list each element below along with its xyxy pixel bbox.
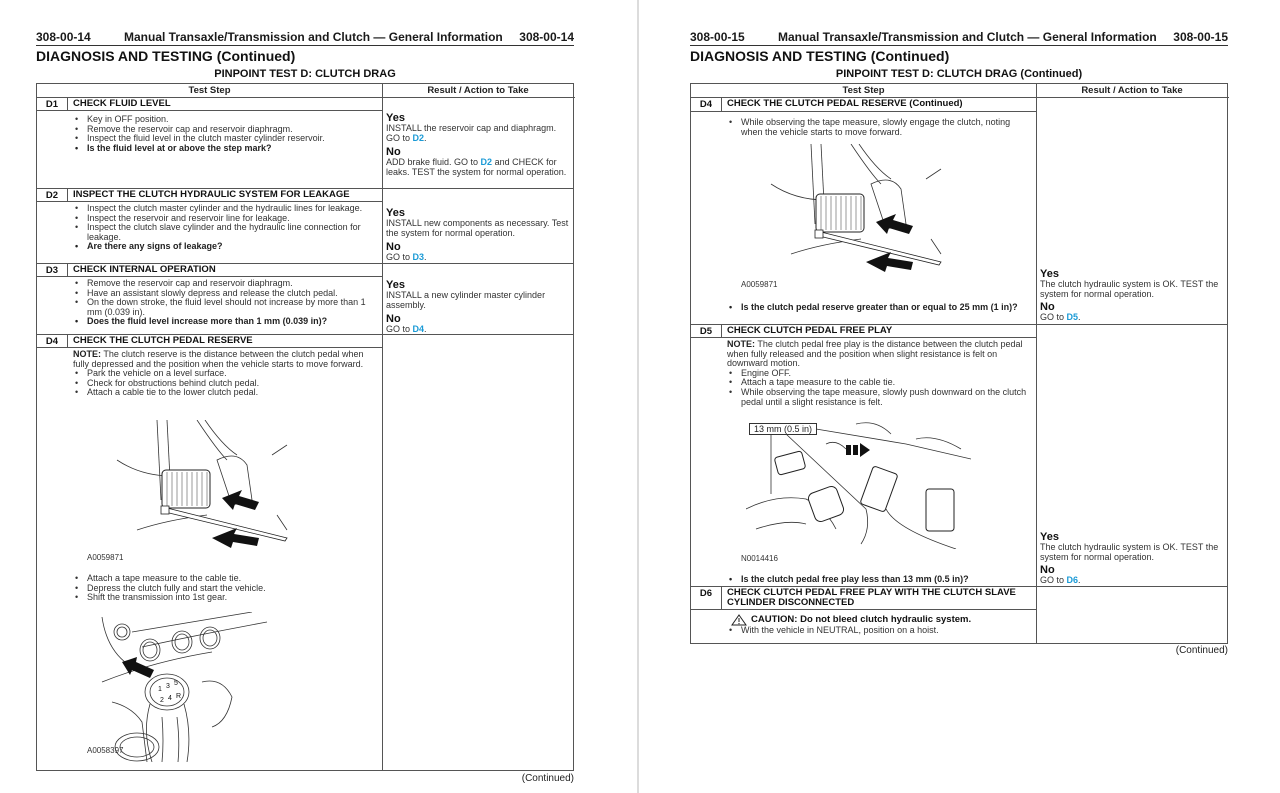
- step-header-d1: [37, 98, 382, 111]
- page-gutter-divider: [637, 0, 639, 793]
- pinpoint-table: [36, 83, 574, 771]
- list-item: • Inspect the clutch master cylinder and the hydraulic lines for leakage.: [73, 204, 377, 214]
- link-d2[interactable]: D2: [412, 132, 425, 143]
- step-header-d4: D4 CHECK THE CLUTCH PEDAL RESERVE: [37, 334, 382, 348]
- caution: CAUTION: Do not bleed clutch hydraulic system.: [727, 614, 1031, 626]
- step-header-d3: D3 CHECK INTERNAL OPERATION: [37, 263, 382, 277]
- running-head: [36, 30, 574, 46]
- free-play-figure: [746, 419, 971, 549]
- table-header: [37, 84, 575, 98]
- step-body-d5: [727, 340, 1031, 407]
- step-question: • Does the fluid level increase more than 1 mm (0.039 in)?: [73, 317, 377, 327]
- result-d3: Yes INSTALL a new cylinder master cylinder assembly. No GO to D4.: [386, 279, 546, 335]
- no-label: No: [386, 146, 401, 159]
- table-title: PINPOINT TEST D: CLUTCH DRAG: [214, 68, 396, 80]
- list-item: • Attach a tape measure to the cable tie.: [73, 574, 377, 584]
- list-item: • Shift the transmission into 1st gear.: [73, 593, 377, 603]
- list-item: • Remove the reservoir cap and reservoir diaphragm.: [73, 279, 377, 289]
- figure-label: A0058397: [87, 746, 124, 755]
- step-question: • Is the clutch pedal free play less than 13 mm (0.5 in)?: [727, 575, 1031, 585]
- step-body-d3: [73, 279, 377, 327]
- table-title: PINPOINT TEST D: CLUTCH DRAG (Continued): [835, 68, 1083, 80]
- yes-label: Yes: [386, 112, 405, 124]
- step-question: • Are there any signs of leakage?: [73, 242, 377, 252]
- step-title: CHECK FLUID LEVEL: [73, 98, 171, 109]
- list-item: • Remove the reservoir cap and reservoir diaphragm.: [73, 125, 377, 135]
- list-item: • Key in OFF position.: [73, 115, 377, 125]
- column-divider: [1036, 84, 1037, 643]
- step-question: • Is the clutch pedal reserve greater than or equal to 25 mm (1 in)?: [727, 303, 1031, 313]
- svg-text:2: 2: [160, 697, 164, 704]
- svg-text:R: R: [176, 693, 182, 700]
- result-d1: Yes INSTALL the reservoir cap and diaphragm. GO to D2. No ADD brake fluid. GO to D2 and CHECK for leaks. TEST the system for normal operation.: [386, 111, 572, 177]
- link-d3[interactable]: D3: [412, 252, 425, 263]
- step-body-d4: [73, 350, 377, 398]
- list-item: • Inspect the reservoir and reservoir line for leakage.: [73, 214, 377, 224]
- page-number: 308-00-15: [1173, 30, 1228, 44]
- section-title: DIAGNOSIS AND TESTING (Continued): [36, 48, 296, 64]
- link-d5[interactable]: D5: [1066, 312, 1079, 323]
- list-item: • Inspect the clutch slave cylinder and the hydraulic line connection for leakage.: [73, 223, 377, 242]
- column-divider: [382, 84, 383, 770]
- step-body-d4-continued: [73, 574, 377, 603]
- list-item: • Attach a tape measure to the cable tie.: [727, 378, 1031, 388]
- link-d6[interactable]: D6: [1066, 575, 1079, 586]
- pinpoint-table: [690, 83, 1228, 644]
- result-d4: Yes The clutch hydraulic system is OK. TEST the system for normal operation. No GO to D5.: [1040, 268, 1219, 323]
- list-item: • Check for obstructions behind clutch pedal.: [73, 379, 377, 389]
- list-item: • While observing the tape measure, slowly push downward on the clutch pedal until a slight resistance is felt.: [727, 388, 1031, 407]
- step-id: D1: [45, 99, 59, 110]
- step-body-d2: [73, 204, 377, 252]
- step-header-d2: D2 INSPECT THE CLUTCH HYDRAULIC SYSTEM FOR LEAKAGE: [37, 188, 382, 202]
- step-body-d6: [727, 614, 1031, 636]
- column-header: Test Step: [188, 85, 231, 96]
- figure-label: N0014416: [741, 554, 778, 563]
- measurement-callout: 13 mm (0.5 in): [749, 423, 817, 435]
- column-header: Result / Action to Take: [427, 85, 529, 96]
- list-item: • Attach a cable tie to the lower clutch pedal.: [73, 388, 377, 398]
- step-body-d1: [73, 115, 377, 153]
- list-item: • Depress the clutch fully and start the vehicle.: [73, 584, 377, 594]
- gear-shifter-figure: [92, 612, 292, 762]
- section-title: DIAGNOSIS AND TESTING (Continued): [690, 48, 950, 64]
- link-d2[interactable]: D2: [480, 157, 493, 168]
- left-page: [36, 0, 574, 793]
- page-number: 308-00-15: [690, 30, 745, 44]
- list-item: • Have an assistant slowly depress and release the clutch pedal.: [73, 289, 377, 299]
- note: NOTE: The clutch reserve is the distance between the clutch pedal when fully depressed and the position when the vehicle starts to move forward.: [73, 349, 364, 369]
- result-d5: Yes The clutch hydraulic system is OK. TEST the system for normal operation. No GO to D6.: [1040, 531, 1219, 586]
- step-header-d6: D6 CHECK CLUTCH PEDAL FREE PLAY WITH THE CLUTCH SLAVE CYLINDER DISCONNECTED: [691, 586, 1036, 610]
- running-title: Manual Transaxle/Transmission and Clutch — General Information: [124, 30, 503, 44]
- list-item: • Inspect the fluid level in the clutch master cylinder reservoir.: [73, 134, 377, 144]
- figure-label: A0059871: [741, 280, 778, 289]
- svg-text:4: 4: [168, 695, 172, 702]
- svg-text:5: 5: [174, 680, 178, 687]
- right-page: [690, 0, 1228, 793]
- page-number: 308-00-14: [519, 30, 574, 44]
- svg-text:1: 1: [158, 686, 162, 693]
- note: NOTE: The clutch pedal free play is the distance between the clutch pedal when fully released and the position when slight resistance is felt on downward motion.: [727, 339, 1023, 369]
- list-item: • Engine OFF.: [727, 369, 1031, 379]
- figure-label: A0059871: [87, 553, 124, 562]
- page-number: 308-00-14: [36, 30, 91, 44]
- step-header-d5: D5 CHECK CLUTCH PEDAL FREE PLAY: [691, 324, 1036, 338]
- list-item: • On the down stroke, the fluid level should not increase by more than 1 mm (0.039 in).: [73, 298, 377, 317]
- running-title: Manual Transaxle/Transmission and Clutch — General Information: [778, 30, 1157, 44]
- clutch-pedal-figure: [97, 420, 297, 550]
- svg-text:3: 3: [166, 683, 170, 690]
- list-item: • With the vehicle in NEUTRAL, position on a hoist.: [727, 626, 1031, 636]
- clutch-pedal-figure: [751, 144, 951, 274]
- step-question: • Is the fluid level at or above the step mark?: [73, 144, 377, 154]
- table-header: Test Step Result / Action to Take: [691, 84, 1229, 98]
- link-d4[interactable]: D4: [412, 324, 425, 335]
- list-item: • Park the vehicle on a level surface.: [73, 369, 377, 379]
- running-head: [690, 30, 1228, 46]
- result-d2: Yes INSTALL new components as necessary. Test the system for normal operation. No GO to D3.: [386, 207, 569, 263]
- continued-label: (Continued): [1175, 645, 1228, 656]
- list-item: • While observing the tape measure, slowly engage the clutch, noting when the vehicle starts to move forward.: [727, 118, 1031, 137]
- step-body-d4: [727, 118, 1031, 137]
- continued-label: (Continued): [521, 773, 574, 784]
- step-header-d4: D4 CHECK THE CLUTCH PEDAL RESERVE (Continued): [691, 98, 1036, 112]
